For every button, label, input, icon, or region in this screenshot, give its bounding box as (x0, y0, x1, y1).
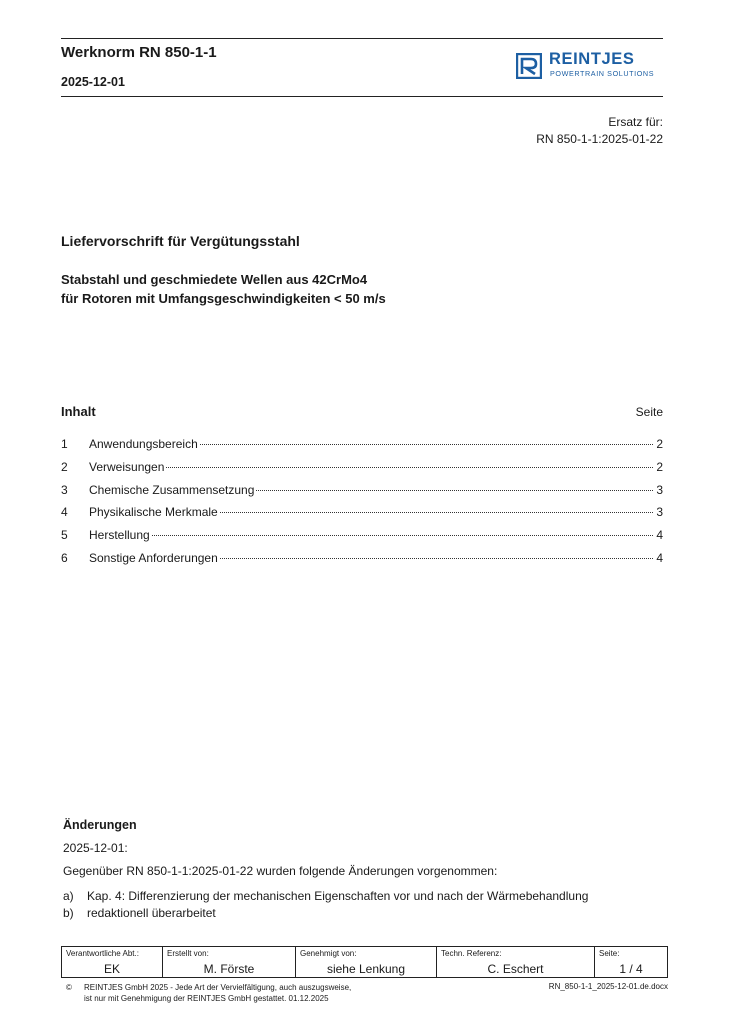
toc-heading: Inhalt (61, 404, 96, 419)
footer-cell-label: Seite: (599, 949, 620, 958)
logo-tagline: POWERTRAIN SOLUTIONS (550, 69, 655, 78)
document-title: Werknorm RN 850-1-1 (61, 44, 217, 61)
toc-leader-dots (166, 467, 653, 468)
toc-leader-dots (256, 490, 653, 491)
toc-entry-number: 1 (61, 437, 68, 451)
toc-entry-6[interactable] (61, 551, 663, 574)
footer-cell-value: EK (103, 962, 120, 976)
toc-entry-page: 2 (656, 437, 663, 451)
toc-entry-title: Anwendungsbereich (89, 437, 198, 451)
toc-entry-3[interactable] (61, 483, 663, 506)
toc-page-heading: Seite (635, 405, 663, 419)
subtitle (61, 270, 386, 308)
header-top-rule (61, 38, 663, 39)
toc-entry-number: 3 (61, 482, 68, 497)
toc-entry-page: 4 (656, 528, 663, 543)
toc-entry-page: 3 (656, 505, 663, 520)
list-item-label: a) (63, 889, 74, 903)
footer-cell-tech-reference (437, 947, 595, 977)
subtitle-line-2: für Rotoren mit Umfangsgeschwindigkeiten < 50 m/s (61, 291, 386, 306)
toc-leader-dots (200, 444, 653, 445)
footer-cell-department (62, 947, 163, 977)
toc-entry-title: Herstellung (89, 528, 150, 543)
toc-entry-page: 2 (656, 459, 663, 474)
footer-cell-approved-by (296, 947, 437, 977)
changes-heading: Änderungen (63, 818, 137, 832)
footer-cell-label: Verantwortliche Abt.: (66, 949, 139, 958)
logo-mark-icon (516, 53, 542, 79)
toc-entry-title: Chemische Zusammensetzung (89, 482, 255, 497)
toc-leader-dots (220, 558, 653, 559)
toc-entry-title: Sonstige Anforderungen (89, 550, 218, 565)
changes-list (63, 888, 588, 922)
logo-wordmark: REINTJES (549, 50, 635, 68)
copyright-line-2: ist nur mit Genehmigung der REINTJES GmbH gestattet. 01.12.2025 (84, 994, 329, 1003)
toc-entry-title: Physikalische Merkmale (89, 505, 218, 520)
footer-cell-value: C. Eschert (487, 962, 544, 976)
toc-entry-number: 2 (61, 459, 68, 474)
footer-cell-page (595, 947, 667, 977)
footer-cell-created-by (163, 947, 296, 977)
list-item-text: redaktionell überarbeitet (87, 906, 216, 920)
table-of-contents (61, 437, 663, 574)
footer-cell-value: 1 / 4 (619, 962, 643, 976)
main-title: Liefervorschrift für Vergütungsstahl (61, 233, 300, 249)
toc-entry-number: 4 (61, 505, 68, 520)
footer-cell-value: M. Förste (203, 962, 255, 976)
footer-cell-label: Techn. Referenz: (441, 949, 502, 958)
toc-entry-title: Verweisungen (89, 459, 165, 474)
replacement-value: RN 850-1-1:2025-01-22 (536, 132, 663, 146)
footer-cell-label: Genehmigt von: (300, 949, 357, 958)
toc-entry-number: 6 (61, 550, 68, 565)
toc-entry-page: 4 (656, 550, 663, 565)
list-item-text: Kap. 4: Differenzierung der mechanischen Eigenschaften vor und nach der Wärmebehandlung (87, 889, 589, 903)
list-item (63, 905, 588, 922)
changes-intro: Gegenüber RN 850-1-1:2025-01-22 wurden folgende Änderungen vorgenommen: (63, 864, 498, 878)
document-filename: RN_850-1-1_2025-12-01.de.docx (548, 982, 668, 991)
copyright-notice (66, 982, 351, 1004)
toc-leader-dots (152, 535, 653, 536)
copyright-symbol: © (66, 983, 72, 992)
document-date: 2025-12-01 (61, 75, 125, 89)
replacement-label: Ersatz für: (608, 115, 663, 129)
footer-cell-label: Erstellt von: (167, 949, 209, 958)
toc-entry-2[interactable] (61, 460, 663, 483)
toc-leader-dots (220, 512, 653, 513)
footer-cell-value: siehe Lenkung (326, 962, 406, 976)
toc-entry-1[interactable] (61, 437, 663, 460)
replacement-info (536, 114, 663, 148)
list-item (63, 888, 588, 905)
footer-approval-table (61, 946, 668, 978)
toc-entry-4[interactable] (61, 505, 663, 528)
list-item-label: b) (63, 906, 74, 920)
reintjes-logo (516, 50, 664, 81)
copyright-line-1: REINTJES GmbH 2025 - Jede Art der Vervielfältigung, auch auszugsweise, (84, 983, 352, 992)
header-bottom-rule (61, 96, 663, 97)
toc-entry-number: 5 (61, 528, 68, 543)
changes-date: 2025-12-01: (63, 841, 128, 855)
toc-entry-5[interactable] (61, 528, 663, 551)
toc-entry-page: 3 (656, 482, 663, 497)
subtitle-line-1: Stabstahl und geschmiedete Wellen aus 42CrMo4 (61, 272, 368, 287)
